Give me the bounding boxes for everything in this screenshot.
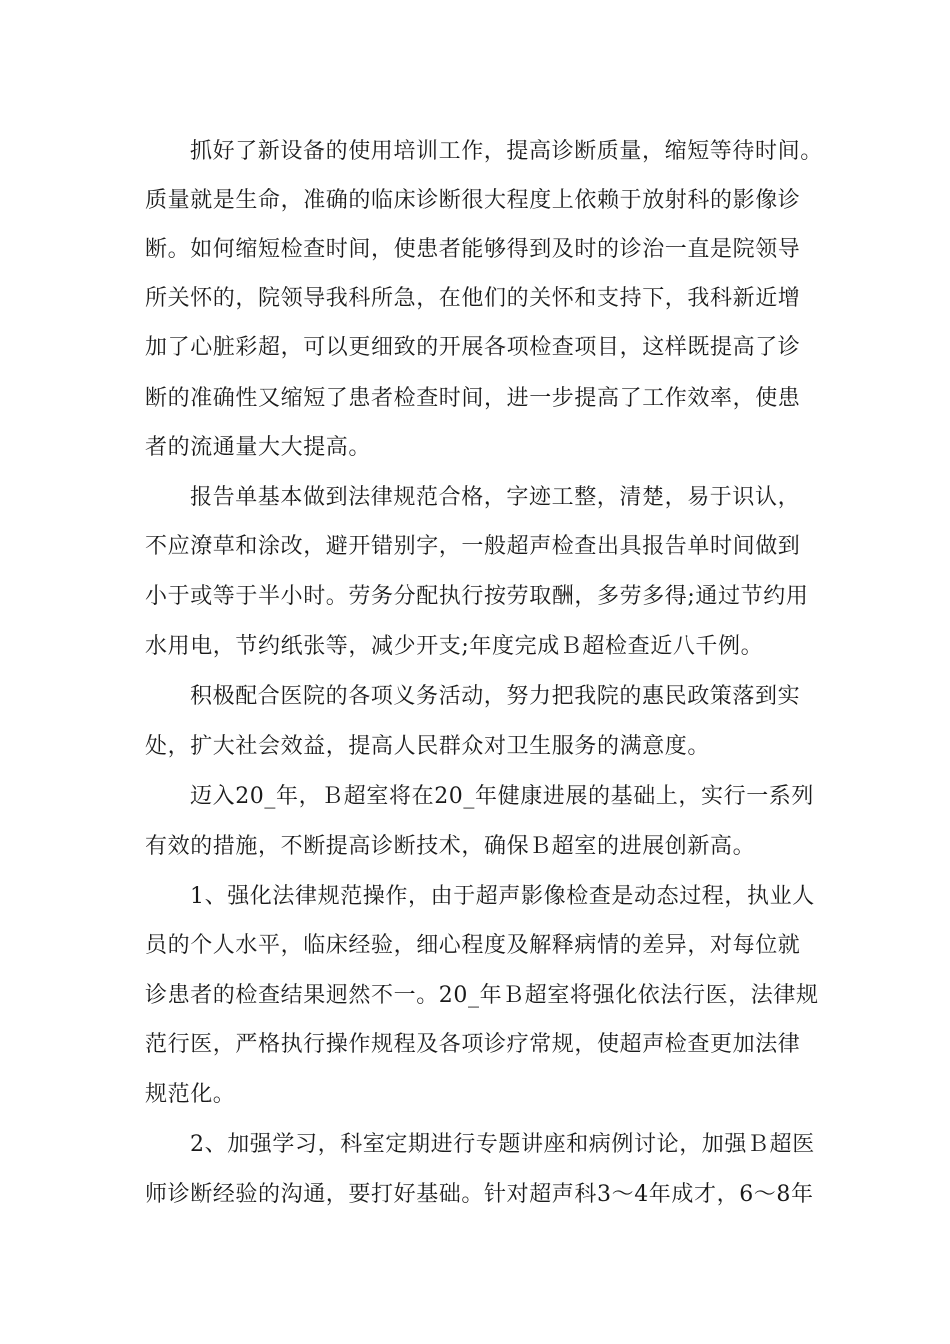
text-line: 2、加强学习，科室定期进行专题讲座和病例讨论，加强Ｂ超医	[190, 1132, 815, 1157]
text-line: 断的准确性又缩短了患者检查时间，进一步提高了工作效率，使患	[145, 386, 801, 411]
text-line: 加了心脏彩超，可以更细致的开展各项检查项目，这样既提高了诊	[145, 335, 801, 360]
text-line: 处，扩大社会效益，提高人民群众对卫生服务的满意度。	[145, 734, 711, 759]
text-line: 迈入20_年，Ｂ超室将在20_年健康进展的基础上，实行一系列	[190, 784, 814, 809]
text-line: 断。如何缩短检查时间，使患者能够得到及时的诊治一直是院领导	[145, 237, 801, 262]
text-line: 1、强化法律规范操作，由于超声影像检查是动态过程，执业人	[190, 884, 815, 909]
text-line: 者的流通量大大提高。	[145, 435, 372, 460]
text-line: 报告单基本做到法律规范合格，字迹工整，清楚，易于识认，	[190, 485, 801, 510]
text-line: 有效的措施，不断提高诊断技术，确保Ｂ超室的进展创新高。	[145, 834, 756, 859]
text-line: 水用电，节约纸张等，减少开支;年度完成Ｂ超检查近八千例。	[145, 634, 764, 659]
text-line: 所关怀的，院领导我科所急，在他们的关怀和支持下，我科新近增	[145, 286, 801, 311]
text-line: 诊患者的检查结果迥然不一。20_年Ｂ超室将强化依法行医，法律规	[145, 983, 819, 1008]
text-line: 抓好了新设备的使用培训工作，提高诊断质量，缩短等待时间。	[190, 139, 823, 164]
text-line: 积极配合医院的各项义务活动，努力把我院的惠民政策落到实	[190, 684, 801, 709]
text-line: 范行医，严格执行操作规程及各项诊疗常规，使超声检查更加法律	[145, 1032, 801, 1057]
text-line: 质量就是生命，准确的临床诊断很大程度上依赖于放射科的影像诊	[145, 188, 801, 213]
text-line: 规范化。	[145, 1082, 236, 1107]
text-line: 师诊断经验的沟通，要打好基础。针对超声科3～4年成才，6～8年	[145, 1182, 814, 1207]
text-line: 员的个人水平，临床经验，细心程度及解释病情的差异，对每位就	[145, 933, 801, 958]
text-line: 不应潦草和涂改，避开错别字，一般超声检查出具报告单时间做到	[145, 534, 801, 559]
text-line: 小于或等于半小时。劳务分配执行按劳取酬，多劳多得;通过节约用	[145, 584, 809, 609]
